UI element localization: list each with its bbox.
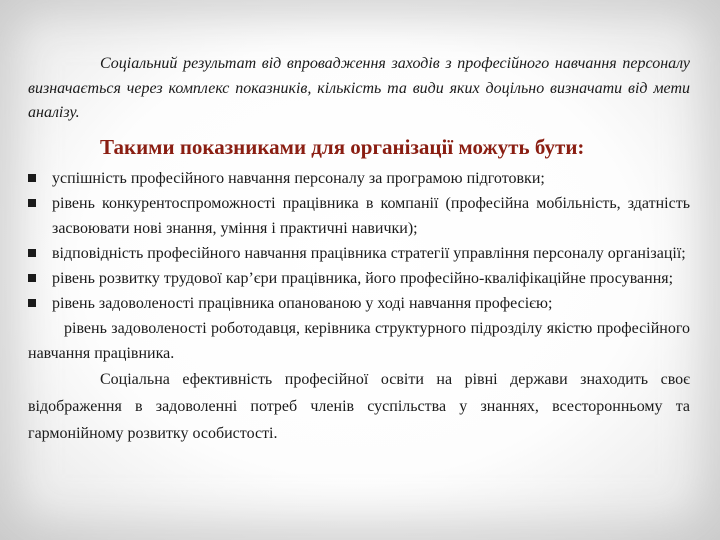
square-bullet-icon — [28, 274, 36, 282]
employer-satisfaction-paragraph: рівень задоволеності роботодавця, керівника структурного підрозділу якістю професійного навчання працівника. — [28, 319, 690, 362]
square-bullet-icon — [28, 174, 36, 182]
list-item-text: успішність професійного навчання персоналу за програмою підготовки; — [52, 169, 545, 187]
square-bullet-icon — [28, 299, 36, 307]
list-item — [28, 166, 690, 191]
social-efficiency-paragraph: Соціальна ефективність професійної освіти на рівні держави знаходить своє відображення в задоволенні потреб членів суспільства у знаннях, всесторонньому та гармонійному розвитку особистості. — [28, 370, 690, 442]
indicator-list — [28, 166, 690, 316]
list-item-text: рівень розвитку трудової кар’єри працівника, його професійно-кваліфікаційне просування; — [52, 269, 674, 287]
list-item — [28, 291, 690, 316]
square-bullet-icon — [28, 199, 36, 207]
section-heading: Такими показниками для організації можуть бути: — [100, 134, 585, 159]
slide-content — [28, 52, 690, 447]
list-item-text: рівень конкурентоспроможності працівника в компанії (професійна мобільність, здатність засвоювати нові знання, уміння і практичні навички); — [52, 194, 690, 237]
square-bullet-icon — [28, 249, 36, 257]
intro-paragraph: Соціальний результат від впровадження заходів з професійного навчання персоналу визначається через комплекс показників, кількість та види яких доцільно визначати від мети аналізу. — [28, 55, 690, 121]
list-item-text: рівень задоволеності працівника опанованою у ході навчання професією; — [52, 294, 553, 312]
list-item-text: відповідність професійного навчання працівника стратегії управління персоналу організації; — [52, 244, 686, 262]
list-item — [28, 241, 690, 266]
list-item — [28, 266, 690, 291]
list-item — [28, 191, 690, 241]
